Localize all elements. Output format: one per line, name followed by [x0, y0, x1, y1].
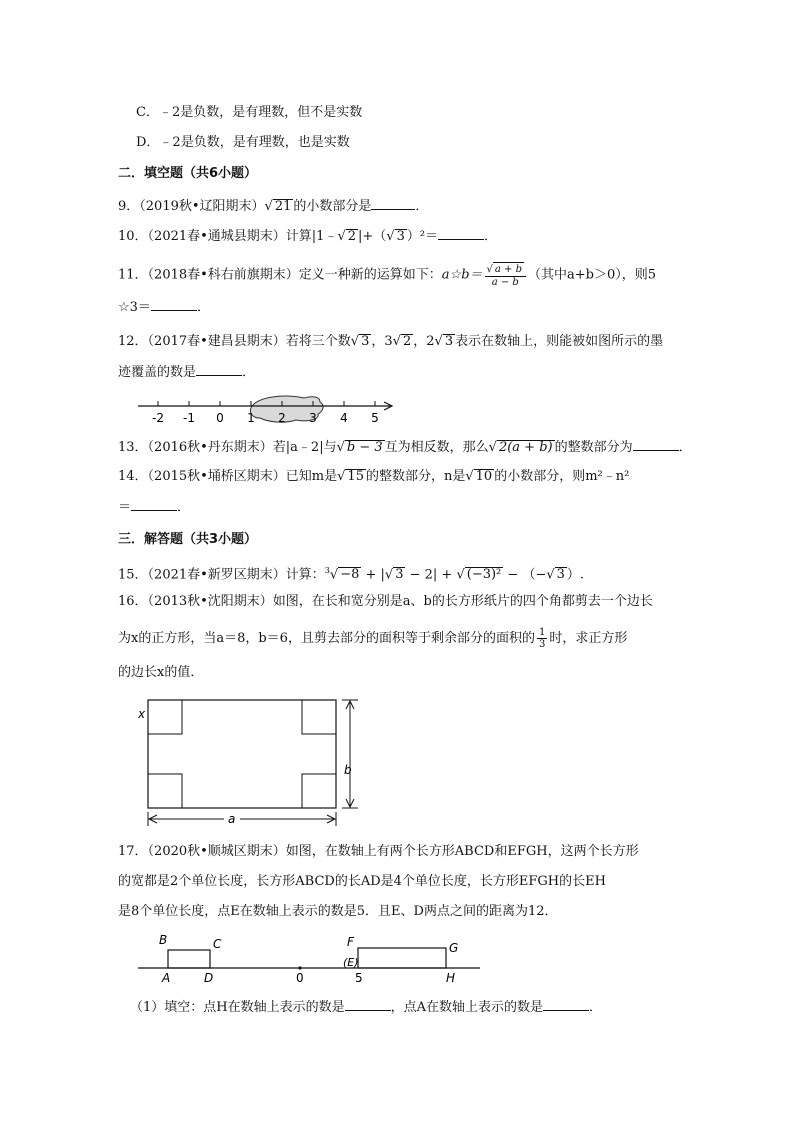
question-13: 13．（2016秋•丹东期末）若|a﹣2|与√ b − 3 互为相反数，那么√ 2(a + b) 的整数部分为 ． [118, 440, 692, 455]
label-five: 5 [355, 971, 363, 985]
label-D: D [204, 971, 214, 985]
question-16-line2: 为x的正方形，当a＝8，b＝6，且剪去部分的面积等于剩余部分的面积的 $\frac{1}{3}$ 时，求正方形 [118, 627, 628, 650]
tick-label: 3 [309, 411, 317, 425]
question-9: 9．（2019秋•辽阳期末）√ 21 的小数部分是 ． [118, 199, 429, 214]
question-15: 15．（2021春•新罗区期末）计算：$^3$√ −8 + |√ 3 − 2| + √ (−3)² − （−√ 3 ）. [118, 566, 585, 583]
fraction: $\frac{1}{3}$ [538, 627, 546, 650]
tick-label: -2 [152, 411, 164, 425]
question-12-line2: 迹覆盖的数是 ． [118, 365, 256, 380]
question-10: 10．（2021春•通城县期末）计算|1﹣√ 2 |+（√ 3 ）²＝ ． [118, 229, 498, 244]
origin-dot [298, 966, 301, 969]
rectangle-abcd [168, 950, 210, 968]
answer-blank[interactable] [151, 298, 197, 311]
question-12: 12．（2017春•建昌县期末）若将三个数√ 3 ，3√ 2 ，2√ 3 表示在数轴上，则能被如图所示的墨 [118, 334, 664, 349]
rectangle-efgh [358, 948, 446, 968]
section-solve-heading: 三．解答题（共3小题） [118, 532, 258, 547]
answer-blank[interactable] [196, 363, 242, 376]
fraction: $\frac{√ a + b}{a - b}$ [485, 262, 526, 288]
outer-rectangle [148, 700, 336, 808]
answer-blank[interactable] [131, 498, 177, 511]
question-17-line2: 的宽都是2个单位长度，长方形ABCD的长AD是4个单位长度，长方形EFGH的长EH [118, 874, 606, 889]
tick-label: 4 [340, 411, 348, 425]
label-b: b [344, 763, 352, 777]
label-x: x [138, 707, 146, 721]
label-zero: 0 [296, 971, 304, 985]
question-14-line2: ＝ ． [118, 500, 191, 515]
label-H: H [446, 971, 456, 985]
tick-label: 1 [247, 411, 255, 425]
corner-square-tr [302, 700, 336, 734]
label-C: C [213, 937, 222, 951]
question-17-line3: 是8个单位长度，点E在数轴上表示的数是5．且E、D两点之间的距离为12． [118, 904, 558, 919]
label-A: A [162, 971, 171, 985]
answer-blank[interactable] [438, 227, 484, 240]
tick-label: -1 [183, 411, 195, 425]
corner-square-bl [148, 774, 182, 808]
answer-blank[interactable] [633, 438, 679, 451]
label-F: F [347, 935, 354, 949]
option-d: D．﹣2是负数，是有理数，也是实数 [136, 135, 350, 150]
question-16: 16．（2013秋•沈阳期末）如图，在长和宽分别是a、b的长方形纸片的四个角都剪去一个边长 [118, 594, 653, 609]
label-B: B [159, 933, 168, 947]
rectangle-figure [130, 692, 370, 830]
tick-label: 5 [371, 411, 379, 425]
question-17: 17．（2020秋•顺城区期末）如图，在数轴上有两个长方形ABCD和EFGH，这两个长方形 [118, 844, 639, 859]
answer-blank[interactable] [345, 998, 391, 1011]
answer-blank[interactable] [543, 998, 589, 1011]
corner-square-br [302, 774, 336, 808]
number-line-figure [136, 392, 396, 428]
tick-label: 0 [216, 411, 224, 425]
question-11-line2: ☆3＝ ． [118, 300, 210, 315]
corner-square-tl [148, 700, 182, 734]
label-G: G [449, 941, 459, 955]
section-fill-heading: 二．填空题（共6小题） [118, 166, 258, 181]
question-16-line3: 的边长x的值． [118, 665, 204, 680]
question-14: 14．（2015秋•埇桥区期末）已知m是√ 15 的整数部分，n是√ 10 的小数部分，则m²﹣n² [118, 469, 630, 484]
question-11: 11．（2018春•科右前旗期末）定义一种新的运算如下：a☆b＝ $\frac{√ a + b}{a - b}$ （其中a+b＞0），则5 [118, 264, 657, 288]
question-17-sub1: （1）填空：点H在数轴上表示的数是 ，点A在数轴上表示的数是 ． [130, 1000, 603, 1015]
tick-label: 2 [278, 411, 286, 425]
answer-blank[interactable] [371, 197, 415, 210]
label-E: (E) [343, 956, 359, 969]
option-c: C．﹣2是负数，是有理数，但不是实数 [136, 105, 363, 120]
rectangles-number-line-figure [136, 930, 486, 986]
label-a: a [228, 812, 236, 826]
